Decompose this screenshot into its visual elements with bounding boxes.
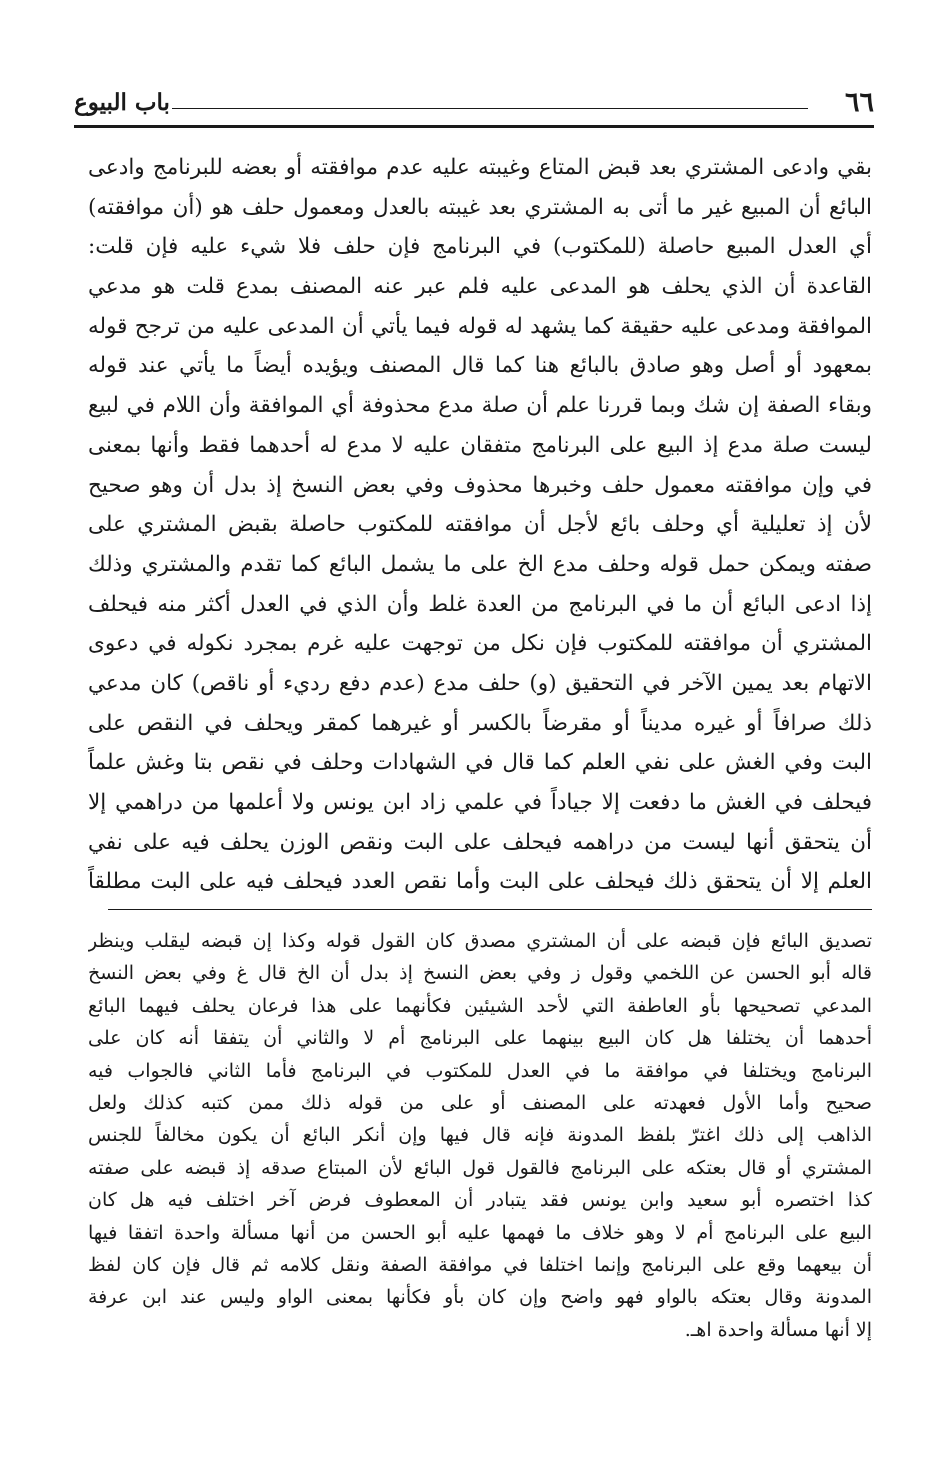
text-line: بقي وادعى المشتري بعد قبض المتاع وغيبته عليه عدم موافقته أو بعضه للبرنامج وادعى <box>88 155 872 180</box>
text-line: إذا ادعى البائع أن ما في البرنامج من العدة غلط وأن الذي في العدل أكثر منه فيحلف <box>88 591 872 617</box>
text-line: القاعدة أن الذي يحلف هو المدعى عليه فلم عبر عنه المصنف بمدع قلت هو مدعي <box>88 274 872 300</box>
text-line: صفته ويمكن حمل قوله وحلف مدع الخ على ما يشمل البائع كما تقدم والمشتري وذلك <box>88 551 872 577</box>
text-line: البائع أن المبيع غير ما أتى به المشتري بعد غيبته بالعدل ومعمول حلف هو (أن موافقته) <box>88 194 872 220</box>
text-line: أن يتحقق أنها ليست من دراهمه فيحلف على البت ونقص الوزن يحلف فيه على نفي <box>88 829 872 855</box>
note-line: البرنامج ويختلفا في موافقة ما في العدل للمكتوب في البرنامج فأما الثاني فالجواب فيه <box>88 1059 872 1082</box>
note-line: الذاهب إلى ذلك اغترّ بلفظ المدونة فإنه قال فيها وإن أنكر البائع أن يكون مخالفاً للجنس <box>88 1124 872 1147</box>
text-line: أي العدل المبيع حاصلة (للمكتوب) في البرنامج فإن حلف فلا شيء عليه فإن قلت: <box>88 234 872 260</box>
note-line: إلا أنها مسألة واحدة اهـ. <box>684 1318 872 1341</box>
text-line: بمعهود أو أصل وهو صادق بالبائع هنا كما قال المصنف ويؤيده أيضاً ما يأتي عند قوله <box>88 353 872 379</box>
text-line: في وإن موافقته معمول حلف وخبرها محذوف وفي بعض النسخ إذ بدل أن وهو صحيح <box>88 472 872 498</box>
note-line: المدعي تصحيحها بأو العاطفة التي لأحد الشيئين فكأنهما على هذا فرعان يحلف فيهما البائع <box>88 994 872 1017</box>
note-line: صحيح وأما الأول فعهدته على المصنف أو على من قوله ذلك ممن كتبه كذلك ولعل <box>88 1091 872 1114</box>
note-line: كذا اختصره أبو سعيد وابن يونس فقد يتبادر أن المعطوف فرض آخر اختلف فيه هل كان <box>88 1189 872 1212</box>
commentary-text <box>88 925 872 1346</box>
main-text <box>88 148 872 902</box>
text-line: وبقاء الصفة إن شك وبما قررنا علم أن صلة مدع محذوفة أي الموافقة وأن اللام في لبيع <box>88 393 872 419</box>
page-number: ٦٦ <box>844 87 874 118</box>
footnote-separator <box>108 909 872 910</box>
text-line: لأن إذ تعليلية أي وحلف بائع لأجل أن موافقته للمكتوب حاصلة بقبض المشتري على <box>88 512 872 538</box>
header-rule-thin <box>172 108 808 109</box>
text-line: العلم إلا أن يتحقق ذلك فيحلف على البت وأما نقص العدد فيحلف فيه على البت مطلقاً <box>88 869 872 895</box>
page-header <box>74 86 874 126</box>
text-line: البت وفي الغش على نفي العلم كما قال في الشهادات وحلف في نقص بتا وغش علماً <box>88 750 872 776</box>
running-title: باب البيوع <box>74 89 170 116</box>
note-line: البيع على البرنامج أم لا وهو خلاف ما فهمها عليه أبو الحسن من أنها مسألة واحدة اتفقا فيها <box>88 1221 872 1244</box>
note-line: قاله أبو الحسن عن اللخمي وقول ز وفي بعض النسخ إذ بدل أن الخ قال غ وفي بعض النسخ <box>88 962 872 985</box>
note-line: المدونة وقال بعتكه بالواو فهو واضح وإن كان بأو فكأنها بمعنى الواو وليس عند ابن عرفة <box>88 1286 872 1309</box>
text-line: فيحلف في الغش ما دفعت إلا جياداً في علمي زاد ابن يونس ولا أعلمها من دراهمي إلا <box>88 790 872 815</box>
text-line: المشتري أن موافقته للمكتوب فإن نكل من توجهت عليه غرم بمجرد نكوله في دعوى <box>88 631 872 657</box>
text-line: الاتهام بعد يمين الآخر في التحقيق (و) حلف مدع (عدم دفع رديء أو ناقص) كان مدعي <box>88 670 872 696</box>
note-line: أحدهما أن يختلفا هل كان البيع بينهما على البرنامج أم لا والثاني أن يتفقا أنه كان على <box>88 1027 872 1050</box>
header-rule-thick <box>74 125 874 128</box>
text-line: ليست صلة مدع إذ البيع على البرنامج متفقان عليه لا مدع له أحدهما فقط وأنها بمعنى <box>88 432 872 458</box>
text-line: ذلك صرافاً أو غيره مديناً أو مقرضاً بالكسر أو غيرهما كمقر ويحلف في النقص على <box>88 710 872 736</box>
note-line: المشتري أو قال بعتكه على البرنامج فالقول قول البائع لأن المبتاع صدقه إذ قبضه على صفته <box>88 1156 872 1179</box>
text-line: الموافقة ومدعى عليه حقيقة كما يشهد له قوله فيما يأتي أن المدعى عليه من ترجح قوله <box>88 313 872 339</box>
note-line: تصديق البائع فإن قبضه على أن المشتري مصدق كان القول قوله وكذا إن قبضه ليقلب وينظر <box>88 930 872 952</box>
note-line: أن بيعهما وقع على البرنامج وإنما اختلفا في موافقة الصفة ونقل كلامه ثم قال فإن كان لفظ <box>88 1253 872 1276</box>
